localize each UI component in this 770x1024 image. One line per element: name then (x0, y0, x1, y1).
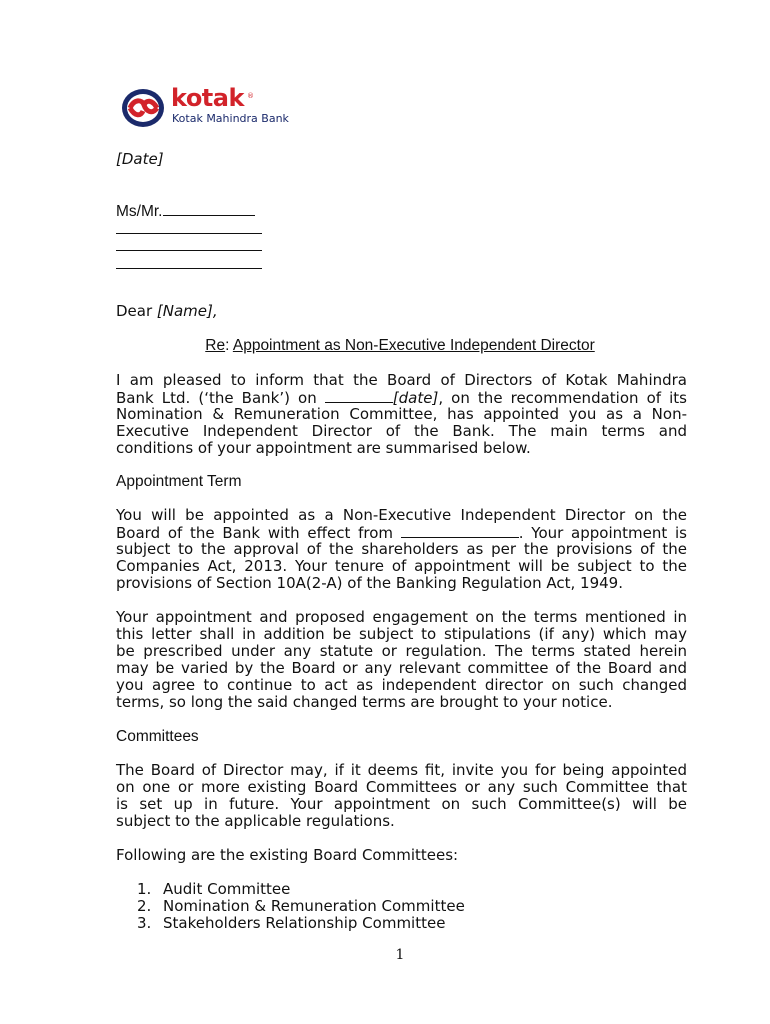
kotak-logo (121, 84, 301, 134)
list-item-number: 2. (137, 897, 152, 915)
list-item-label: Audit Committee (163, 880, 291, 898)
committees-paragraph (116, 762, 687, 830)
engagement-line-4: may be varied by the Board or any relevant committee of the Board and (116, 659, 687, 677)
term-line-4: Companies Act, 2013. Your tenure of appointment will be subject to the (116, 557, 687, 575)
intro-date-placeholder: [date] (392, 389, 439, 407)
subject-colon: : (225, 337, 233, 354)
list-item-label: Stakeholders Relationship Committee (163, 914, 446, 932)
salutation-prefix: Ms/Mr. (116, 203, 163, 220)
greeting-word: Dear (116, 302, 157, 320)
list-item (137, 915, 465, 932)
term-line-2 (116, 524, 687, 541)
committees-line-3: is set up in future. Your appointment on such Committee(s) will be (116, 795, 687, 813)
intro-line-3: Nomination & Remuneration Committee, has appointed you as a Non- (116, 405, 687, 423)
engagement-line-3: be prescribed under any statute or regulation. The terms stated herein (116, 642, 687, 660)
greeting-name: [Name], (156, 302, 218, 320)
subject-title: Appointment as Non-Executive Independent Director (232, 337, 595, 354)
list-item-label: Nomination & Remuneration Committee (163, 897, 465, 915)
committees-line-1: The Board of Director may, if it deems fit, invite you for being appointed (116, 761, 687, 779)
engagement-line-1: Your appointment and proposed engagement on the terms mentioned in (116, 608, 687, 626)
address-blank-1 (116, 233, 262, 234)
list-item (137, 881, 465, 898)
term-paragraph (116, 507, 687, 592)
existing-committees-intro: Following are the existing Board Committees: (116, 846, 459, 864)
engagement-line-6: terms, so long the said changed terms are brought to your notice. (116, 693, 613, 711)
logo-brand-text: kotak (171, 84, 244, 112)
engagement-line-2: this letter shall in addition be subject to stipulations (if any) which may (116, 625, 687, 643)
heading-appointment-term: Appointment Term (116, 473, 242, 490)
list-item-number: 1. (137, 880, 152, 898)
recipient-name-blank (163, 202, 255, 216)
date-blank (325, 389, 393, 403)
intro-line-2a: Bank Ltd. (‘the Bank’) on (116, 389, 325, 407)
greeting (116, 303, 218, 320)
intro-line-1: I am pleased to inform that the Board of Directors of Kotak Mahindra (116, 371, 687, 389)
term-line-2a: Board of the Bank with effect from (116, 524, 401, 542)
list-item (137, 898, 465, 915)
term-line-2b: . Your appointment is (518, 524, 687, 542)
intro-line-2c: , on the recommendation of its (438, 389, 687, 407)
recipient-line (116, 202, 255, 220)
subject-line (0, 337, 770, 355)
list-item-number: 3. (137, 914, 152, 932)
heading-committees: Committees (116, 728, 199, 745)
term-line-3: subject to the approval of the shareholders as per the provisions of the (116, 540, 687, 558)
intro-line-2 (116, 389, 687, 406)
intro-line-5: conditions of your appointment are summarised below. (116, 439, 531, 457)
intro-line-4: Executive Independent Director of the Bank. The main terms and (116, 422, 687, 440)
effective-date-blank (401, 524, 519, 538)
subject-re: Re (205, 337, 226, 354)
committees-line-2: on one or more existing Board Committees or any such Committee that (116, 778, 687, 796)
logo-registered-mark: ® (247, 92, 254, 100)
intro-paragraph (116, 372, 687, 457)
committee-list (137, 881, 465, 932)
engagement-paragraph (116, 609, 687, 711)
address-blank-2 (116, 250, 262, 251)
date-placeholder: [Date] (116, 150, 164, 168)
engagement-line-5: you agree to continue to act as independent director on such changed (116, 676, 687, 694)
address-blank-3 (116, 268, 262, 269)
committees-line-4: subject to the applicable regulations. (116, 812, 395, 830)
kotak-logo-mark-icon (121, 88, 167, 134)
page-number: 1 (395, 947, 405, 963)
logo-subtitle: Kotak Mahindra Bank (172, 112, 289, 125)
term-line-1: You will be appointed as a Non-Executive Independent Director on the (116, 506, 687, 524)
term-line-5: provisions of Section 10A(2-A) of the Banking Regulation Act, 1949. (116, 574, 623, 592)
